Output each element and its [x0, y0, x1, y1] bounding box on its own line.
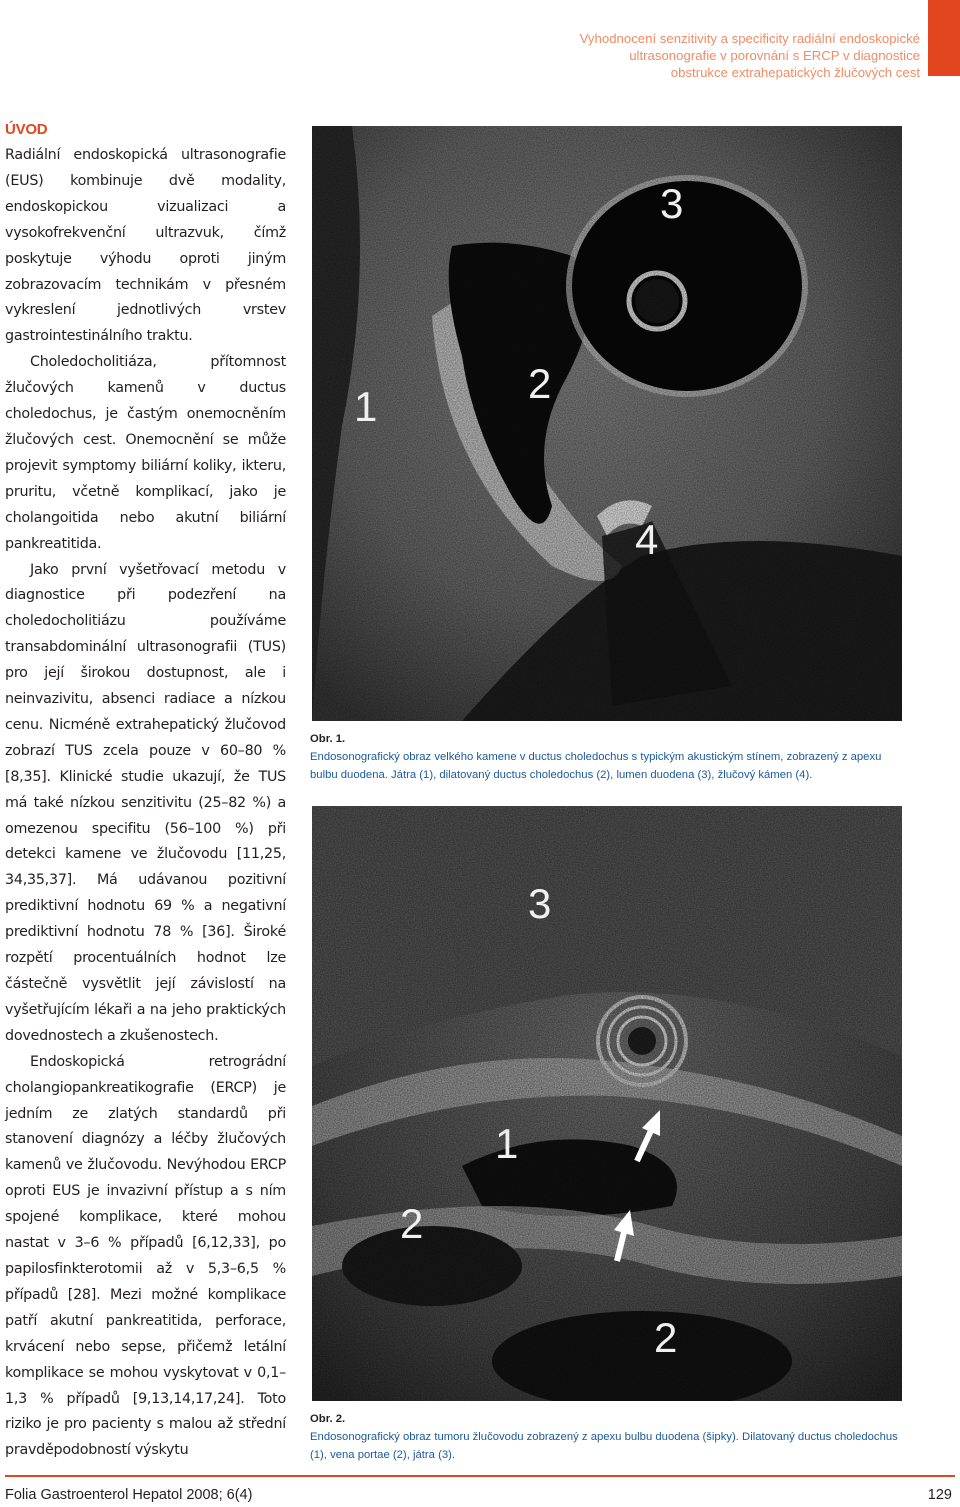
figure-2-caption [310, 1410, 910, 1464]
figure-2-label-1: 1 [495, 1120, 519, 1167]
figure-1-caption-text: Endosonografický obraz velkého kamene v ductus choledochus s typickým akustickým stínem, zobrazený z apexu bulbu duodena. Játra (1), dilatovaný ductus choledochus (2), lumen duodena (3), žlučový kámen (4). [310, 751, 882, 781]
figure-1-ultrasound-image [312, 126, 902, 721]
body-paragraph: Endoskopická retrográdní cholangiopankreatikografie (ERCP) je jedním ze zlatých standardů při stanovení diagnózy a léčby žlučových kamenů ve žlučovodu. Nevýhodou ERCP oproti EUS je invazivní přístup a s ním spojené komplikace, které mohou nastat v 3–6 % případů [6,12,33], po papilosfinkterotomii až v 5,3–6,5 % případů [28]. Mezi možné komplikace patří akutní pankreatitida, perforace, krvácení nebo sepse, přičemž letální komplikace se mohou vyskytovat v 0,1–1,3 % případů [9,13,14,17,24]. Toto riziko je pro pacienty s malou až střední pravděpodobností výskytu [5, 1053, 286, 1459]
corner-color-tab [928, 0, 960, 76]
figure-1-label-3: 3 [660, 180, 684, 227]
figure-2-label-3: 3 [528, 880, 552, 927]
figure-1-label: Obr. 1. [310, 733, 346, 745]
footer-rule [5, 1475, 955, 1477]
body-paragraph: Radiální endoskopická ultrasonografie (EUS) kombinuje dvě modality, endoskopickou vizualizaci a vysokofrekvenční ultrazvuk, čímž poskytuje výhodu oproti jiným zobrazovacím technikám v přesném vykreslení jednotlivých vrstev gastrointestinálního traktu. [5, 147, 286, 345]
body-paragraph: Choledocholitiáza, přítomnost žlučových kamenů v ductus choledochus, je častým onemocněním žlučových cest. Onemocnění se může projevit symptomy biliární koliky, ikteru, pruritu, včetně komplikací, jako je cholangoitida nebo akutní biliární pankreatitida. [5, 354, 286, 552]
figure-2-label-2a: 2 [400, 1200, 424, 1247]
figure-2-label: Obr. 2. [310, 1413, 346, 1425]
running-header-line: Vyhodnocení senzitivity a specificity radiální endoskopické [579, 31, 920, 46]
figure-1-label-2: 2 [528, 360, 552, 407]
running-header-line: obstrukce extrahepatických žlučových cest [670, 65, 920, 80]
body-paragraph: Jako první vyšetřovací metodu v diagnostice při podezření na choledocholitiázu používáme transabdominální ultrasonografii (TUS) pro její širokou dostupnost, ale i neinvazivitu, absenci radiace a nízkou cenu. Nicméně extrahepatický žlučovod zobrazí TUS zcela pouze v 60–80 % [8,35]. Klinické studie ukazují, že TUS má také nízkou senzitivitu (25–82 %) a omezenou specifitu (56–100 %) při detekci kamene ve žlučovodu [11,25, 34,35,37]. Má udávanou pozitivní prediktivní hodnotu 69 % a negativní prediktivní hodnotu 78 % [36]. Široké rozpětí procentuálních hodnot lze částečně vysvětlit její závislostí na vyšetřujícím lékaři a na jeho praktických dovednostech a zkušenostech. [5, 561, 286, 1044]
figure-2-label-2b: 2 [654, 1314, 678, 1361]
running-header-line: ultrasonografie v porovnání s ERCP v diagnostice [629, 48, 920, 63]
figure-2-caption-text: Endosonografický obraz tumoru žlučovodu zobrazený z apexu bulbu duodena (šipky). Dilatovaný ductus choledochus (1), vena portae (2), játra (3). [310, 1431, 898, 1461]
figure-1-label-1: 1 [354, 383, 378, 430]
figure-1-label-4: 4 [635, 516, 659, 563]
section-heading: ÚVOD [5, 121, 48, 138]
body-text-column [5, 117, 286, 1464]
running-header [500, 30, 920, 81]
footer-page-number: 129 [927, 1487, 952, 1503]
figure-2-ultrasound-image [312, 806, 902, 1401]
figure-1-caption [310, 730, 910, 784]
footer-journal: Folia Gastroenterol Hepatol 2008; 6(4) [5, 1487, 253, 1503]
